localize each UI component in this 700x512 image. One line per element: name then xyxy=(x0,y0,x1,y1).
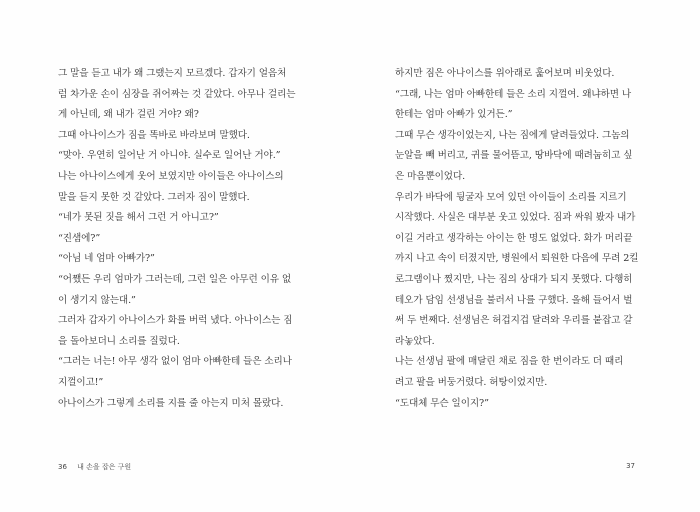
text-line: 말을 듣지 못한 것 같았다. 그러자 짐이 말했다. xyxy=(58,191,250,203)
right-page-text xyxy=(395,64,639,414)
text-line: 은 마음뿐이었다. xyxy=(395,170,466,182)
text-line: “아님 네 엄마 아빠가?” xyxy=(58,253,155,265)
text-line: 이 생기지 않는대.” xyxy=(58,294,136,306)
text-line: 그러자 갑자기 아나이스가 화를 버럭 냈다. 아나이스는 짐 xyxy=(58,315,293,327)
text-line: “진샘에?” xyxy=(58,232,101,244)
text-line: 려고 팔을 버둥거렸다. 허탕이었지만. xyxy=(395,376,548,388)
text-line: 나는 선생님 팔에 매달린 채로 짐을 한 번이라도 더 때리 xyxy=(395,356,624,368)
text-line: 눈알을 빼 버리고, 귀를 물어뜯고, 땅바닥에 때려눕히고 싶 xyxy=(395,150,633,162)
text-line: 럼 차가운 손이 심장을 쥐어짜는 것 같았다. 아무나 걸리는 xyxy=(58,88,296,100)
text-line: 지껄이고!” xyxy=(58,376,104,388)
text-line: 로그램이나 쪘지만, 나는 짐의 상대가 되지 못했다. 다행히 xyxy=(395,273,633,285)
text-line: 써 두 번째다. 선생님은 허겁지겁 달려와 우리를 붙잡고 갈 xyxy=(395,315,633,327)
text-line: 을 돌아보더니 소리를 질렀다. xyxy=(58,335,180,347)
right-page-footer xyxy=(626,462,635,470)
text-line: 아나이스가 그렇게 소리를 지를 줄 아는지 미처 몰랐다. xyxy=(58,397,284,409)
page-number: 36 xyxy=(58,463,67,471)
text-line: 하지만 짐은 아나이스를 위아래로 훑어보며 비웃었다. xyxy=(395,68,615,79)
text-line: 이길 거라고 생각하는 아이는 한 명도 없었다. 화가 머리끝 xyxy=(395,232,633,244)
text-line: 그때 아나이스가 짐을 똑바로 바라보며 말했다. xyxy=(58,129,250,141)
text-line: “그러는 너는! 아무 생각 없이 엄마 아빠한테 들은 소리나 xyxy=(58,356,292,368)
text-line: “네가 못된 짓을 해서 그런 거 아니고?” xyxy=(58,212,219,224)
left-page-text xyxy=(58,64,296,414)
text-line: 테오가 담임 선생님을 불러서 나를 구했다. 올해 들어서 벌 xyxy=(395,294,633,306)
text-line: 라놓았다. xyxy=(395,335,435,347)
text-line: “어쨌든 우리 엄마가 그러는데, 그런 일은 아무런 이유 없 xyxy=(58,273,292,285)
running-title: 내 손을 잡은 구원 xyxy=(77,463,132,471)
text-line: 한테는 엄마 아빠가 있거든.” xyxy=(395,109,513,121)
right-page xyxy=(350,0,700,512)
text-line: 그 말을 듣고 내가 왜 그랬는지 모르겠다. 갑자기 얼음처 xyxy=(58,68,287,79)
text-line: 게 아닌데, 왜 내가 걸린 거야? 왜? xyxy=(58,109,199,121)
text-line: 까지 나고 속이 터졌지만, 병원에서 퇴원한 다음에 무려 2킬 xyxy=(395,253,639,265)
page-number: 37 xyxy=(626,462,635,470)
text-line: 그때 무슨 생각이었는지, 나는 짐에게 달려들었다. 그놈의 xyxy=(395,129,630,141)
left-page-footer xyxy=(58,462,131,472)
text-line: “맞아. 우연히 일어난 거 아니야. 실수로 일어난 거야.” xyxy=(58,150,281,162)
text-line: “도대체 무슨 일이지?” xyxy=(395,397,489,409)
text-line: “그래, 나는 엄마 아빠한테 들은 소리 지껄여. 왜냐하면 나 xyxy=(395,88,631,100)
text-line: 나는 아나이스에게 웃어 보였지만 아이들은 아나이스의 xyxy=(58,170,284,182)
text-line: 시작했다. 사실은 대부분 웃고 있었다. 짐과 싸워 봤자 내가 xyxy=(395,212,636,224)
text-line: 우리가 바닥에 뒹굴자 모여 있던 아이들이 소리를 지르기 xyxy=(395,191,627,203)
